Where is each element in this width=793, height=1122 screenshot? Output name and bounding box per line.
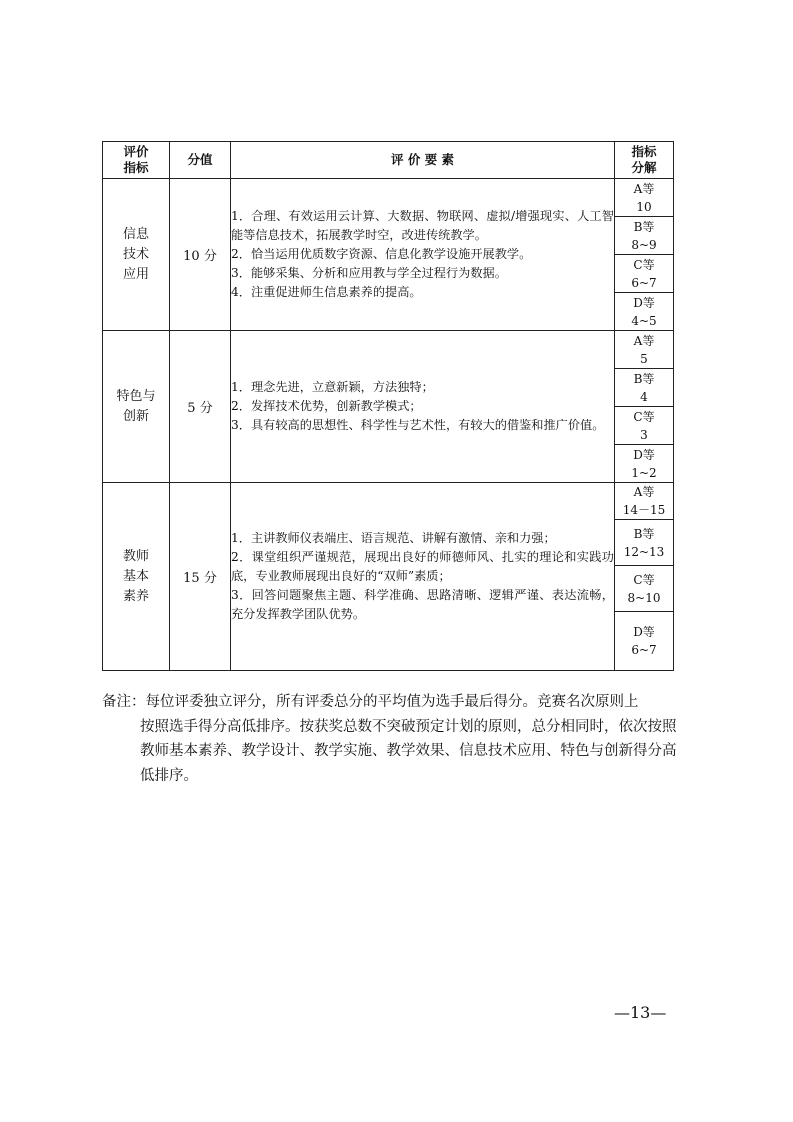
remarks-first-line: 备注：每位评委独立评分，所有评委总分的平均值为选手最后得分。竞赛名次原则上 xyxy=(102,694,639,710)
element-item: 2．恰当运用优质数字资源、信息化教学设施开展教学。 xyxy=(231,247,532,261)
element-item: 3．能够采集、分析和应用教与学全过程行为数据。 xyxy=(231,266,507,280)
grade-cell: D等 4~5 xyxy=(615,293,674,331)
header-elements: 评 价 要 素 xyxy=(231,142,615,179)
element-item: 2．发挥技术优势，创新教学模式； xyxy=(231,399,422,413)
elements-cell xyxy=(231,331,615,483)
element-item: 2．课堂组织严谨规范，展现出良好的师德师风、扎实的理论和实践功底，专业教师展现出良好的“双师”素质； xyxy=(231,550,614,583)
element-item: 1．理念先进，立意新颖，方法独特； xyxy=(231,380,434,394)
page-number: —13— xyxy=(614,1003,667,1022)
grade-cell: A等 10 xyxy=(615,179,674,217)
table-row xyxy=(103,483,674,520)
element-item: 1．主讲教师仪表端庄、语言规范、讲解有激情、亲和力强； xyxy=(231,531,556,545)
grade-cell: C等 8~10 xyxy=(615,566,674,612)
grade-cell: C等 3 xyxy=(615,407,674,445)
remarks-note xyxy=(102,690,690,788)
remarks-continuation: 按照选手得分高低排序。按获奖总数不突破预定计划的原则，总分相同时，依次按照教师基本素养、教学设计、教学实施、教学效果、信息技术应用、特色与创新得分高低排序。 xyxy=(140,718,677,784)
grade-cell: B等 8~9 xyxy=(615,217,674,255)
grade-cell: A等 14－15 xyxy=(615,483,674,520)
score-cell: 15 分 xyxy=(170,483,231,671)
score-cell: 5 分 xyxy=(170,331,231,483)
header-indicator: 评价 指标 xyxy=(103,142,170,179)
grade-cell: D等 6~7 xyxy=(615,612,674,671)
element-item: 3．回答问题聚焦主题、科学准确、思路清晰、逻辑严谨、表达流畅，充分发挥教学团队优势。 xyxy=(231,588,614,621)
score-cell: 10 分 xyxy=(170,179,231,331)
table-row xyxy=(103,179,674,217)
grade-cell: B等 4 xyxy=(615,369,674,407)
indicator-cell: 信息 技术 应用 xyxy=(103,179,170,331)
indicator-cell: 特色与 创新 xyxy=(103,331,170,483)
header-score: 分值 xyxy=(170,142,231,179)
grade-cell: C等 6~7 xyxy=(615,255,674,293)
element-item: 4．注重促进师生信息素养的提高。 xyxy=(231,285,422,299)
elements-cell xyxy=(231,179,615,331)
table-row xyxy=(103,331,674,369)
elements-cell xyxy=(231,483,615,671)
header-row xyxy=(103,142,674,179)
grade-cell: D等 1~2 xyxy=(615,445,674,483)
element-item: 3．具有较高的思想性、科学性与艺术性，有较大的借鉴和推广价值。 xyxy=(231,418,605,432)
grade-cell: A等 5 xyxy=(615,331,674,369)
element-item: 1．合理、有效运用云计算、大数据、物联网、虚拟/增强现实、人工智能等信息技术，拓展教学时空，改进传统教学。 xyxy=(231,209,614,242)
indicator-cell: 教师 基本 素养 xyxy=(103,483,170,671)
header-breakdown: 指标 分解 xyxy=(615,142,674,179)
grade-cell: B等 12~13 xyxy=(615,520,674,566)
evaluation-table xyxy=(102,141,674,671)
